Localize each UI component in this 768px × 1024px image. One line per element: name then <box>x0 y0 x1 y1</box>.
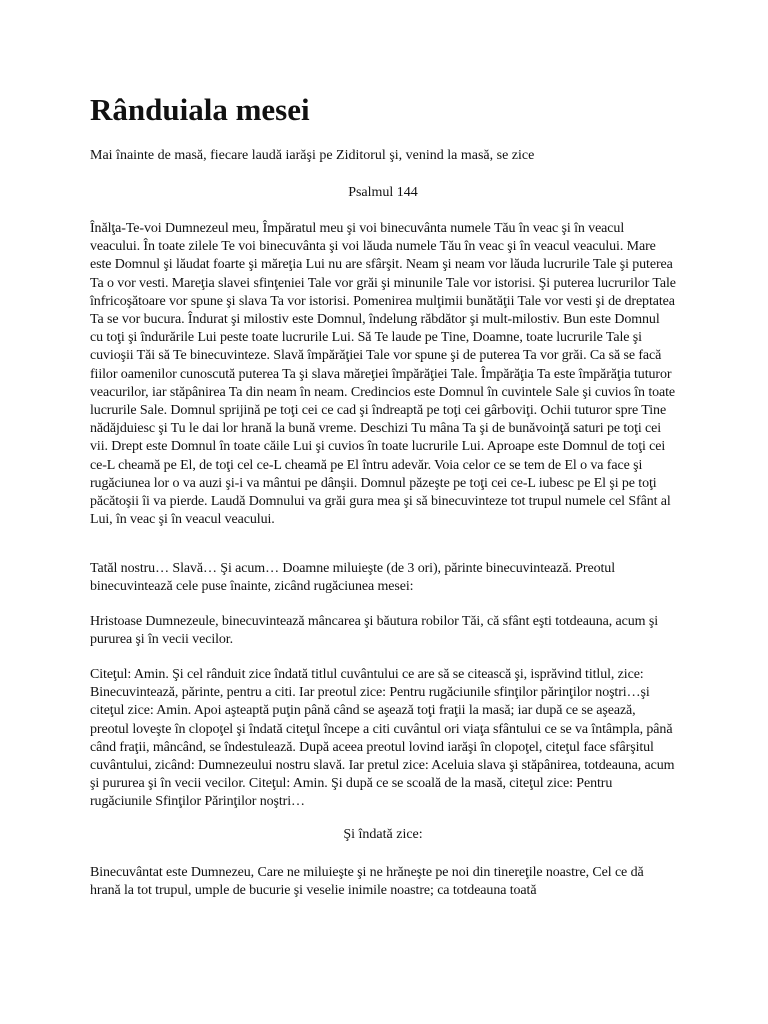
intro-paragraph: Mai înainte de masă, fiecare laudă iarăşi pe Ziditorul şi, venind la masă, se zice <box>90 148 535 163</box>
reader-paragraph: Citeţul: Amin. Şi cel rânduit zice îndată titlul cuvântului ce are să se citească şi, isprăvind titlul, zice: Binecuvintează, părinte, pentru a citi. Iar preotul zice: Pentru rugăciunile sfinţilor părinţilor noştri…şi citeţul zice: Amin. Apoi aşteaptă puţin până când se aşează toţi fraţii la masă; iar după ce se aşează, preotul loveşte în clopoţel şi îndată citeţul începe a citi cuvântul ori viaţa sfântului ce se va întâmpla, până când fraţii, mâncând, se îndestulează. După aceea preotul lovind iarăşi în clopoţel, citeţul face sfârşitul cuvântului, zicând: Dumnezeului nostru slavă. Iar pretul zice: Aceluia slava şi stăpânirea, totdeauna, acum şi pururea şi în vecii vecilor. Citeţul: Amin. Şi după ce se scoală de la masă, citeţul zice: Pentru rugăciunile Sfinţilor Părinţilor noştri… <box>90 667 675 810</box>
blessing-paragraph: Hristoase Dumnezeule, binecuvintează mâncarea şi băutura robilor Tăi, că sfânt eşti totdeauna, acum şi pururea şi în vecii vecilor. <box>90 614 658 648</box>
page-title: Rânduiala mesei <box>90 92 310 127</box>
psalm-paragraph: Înălţa-Te-voi Dumnezeul meu, Împăratul meu şi voi binecuvânta numele Tău în veac şi în veacul veacului. În toate zilele Te voi binecuvânta şi voi lăuda numele Tău în veac şi în veacul veacului. Mare este Domnul şi lăudat foarte şi măreţia Lui nu are sfârşit. Neam şi neam vor lăuda lucrurile Tale şi puterea Ta o vor vesti. Mareţia slavei sfinţeniei Tale vor grăi şi minunile Tale vor istorisi. Şi puterea lucrurilor Tale înfricoşătoare vor spune şi slava Ta vor istorisi. Pomenirea mulţimii bunătăţii Tale vor vesti şi de dreptatea Ta se vor bucura. Îndurat şi milostiv este Domnul, îndelung răbdător şi mult-milostiv. Bun este Domnul cu toţi şi îndurările Lui peste toate lucrurile Lui. Să Te laude pe Tine, Doamne, toate lucrurile Tale şi cuvioşii Tăi să Te binecuvinteze. Slavă împărăţiei Tale vor spune şi de puterea Ta vor grăi. Ca să se facă fiilor oamenilor cunoscută puterea Ta şi slava măreţiei împărăţiei Tale. Împărăţia Ta este împărăţia tuturor veacurilor, iar stăpânirea Ta din neam în neam. Credincios este Domnul în cuvintele Sale şi cuvios în toate lucrurile Sale. Domnul sprijină pe toţi cei ce cad şi îndreaptă pe toţi cei gârboviţi. Ochii tuturor spre Tine nădăjduiesc şi Tu le dai lor hrană la bună vreme. Deschizi Tu mâna Ta şi de bunăvoinţă saturi pe toţi cei vii. Drept este Domnul în toate căile Lui şi cuvios în toate lucrurile Lui. Aproape este Domnul de toţi cei ce-L cheamă pe El, de toţi cel ce-L cheamă pe El întru adevăr. Voia celor ce se tem de El o va face şi rugăciunea lor o va auzi şi-i va mântui pe dânşii. Domnul păzeşte pe toţi cei ce-L iubesc pe El şi pe toţi păcătoşii îi va pierde. Laudă Domnului va grăi gura mea şi să binecuvinteze tot trupul numele cel Sfânt al Lui, în veac şi în veacul veacului. <box>90 221 676 528</box>
closing-paragraph: Binecuvântat este Dumnezeu, Care ne miluieşte şi ne hrăneşte pe noi din tinereţile noastre, Cel ce dă hrană la tot trupul, umple de bucurie şi veselie inimile noastre; ca totdeauna toată <box>90 865 644 899</box>
section-subheading: Şi îndată zice: <box>343 827 423 842</box>
prayers-paragraph: Tatăl nostru… Slavă… Şi acum… Doamne miluieşte (de 3 ori), părinte binecuvintează. Preotul binecuvintează cele puse înainte, zicând rugăciunea mesei: <box>90 561 615 595</box>
psalm-heading: Psalmul 144 <box>348 185 418 200</box>
